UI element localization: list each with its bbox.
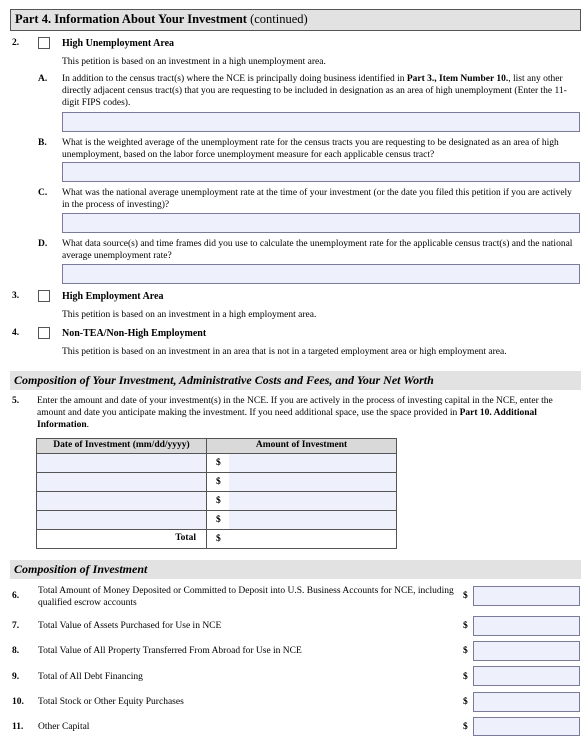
- part-4-header: [10, 9, 581, 31]
- amount-cell: [207, 492, 397, 511]
- q3-number: 3.: [12, 291, 20, 301]
- investment-table: [36, 438, 397, 549]
- item-10-number: 10.: [12, 697, 24, 707]
- amount-input[interactable]: [229, 511, 396, 529]
- q2a-text-bold: Part 3., Item Number 10.: [406, 74, 509, 84]
- table-row: [37, 492, 397, 511]
- amount-cell: [207, 454, 397, 473]
- item-6-number: 6.: [12, 591, 20, 601]
- item-8-dollar: $: [463, 646, 468, 656]
- table-row: [37, 473, 397, 492]
- dollar-sign: $: [216, 515, 221, 525]
- item-8-number: 8.: [12, 646, 20, 656]
- q2c-input[interactable]: [62, 213, 580, 233]
- q2a-text-2: , list any other directly adjacent census tract(s) that you are requesting to be included in designation as an area of high unemployment (Enter the 11-digit FIPS codes).: [62, 74, 567, 108]
- q2c-question: What was the national average unemployment rate at the time of your investment (or the date you filed this petition if you are actively in the process of investing)?: [62, 188, 572, 210]
- item-9-input[interactable]: [473, 666, 580, 686]
- q5-text-2: .: [86, 419, 89, 430]
- item-7-dollar: $: [463, 621, 468, 631]
- q2d-letter: D.: [38, 239, 48, 249]
- q2a-input[interactable]: [62, 112, 580, 132]
- item-8-label: Total Value of All Property Transferred From Abroad for Use in NCE: [38, 646, 302, 656]
- date-input[interactable]: [37, 511, 207, 530]
- q2d-input[interactable]: [62, 264, 580, 284]
- q2-checkbox[interactable]: [38, 37, 50, 49]
- item-6-label: Total Amount of Money Deposited or Committed to Deposit into U.S. Business Accounts for NCE, including qualified escrow accounts: [38, 586, 454, 608]
- q5-text-1: Enter the amount and date of your investment(s) in the NCE. If you are actively in the process of investing capital in the NCE, enter the amount and date you anticipate making the investment. If you need additional space, use the space provided in: [37, 396, 553, 418]
- item-8-input[interactable]: [473, 641, 580, 661]
- q2b-input[interactable]: [62, 162, 580, 182]
- amount-input[interactable]: [229, 492, 396, 510]
- dollar-sign: $: [216, 534, 221, 544]
- q2b-question: What is the weighted average of the unemployment rate for the census tracts you are requesting to be designated as an area of high unemployment, based on the labor force unemployment measure for each applicable census tract?: [62, 138, 559, 160]
- item-10-dollar: $: [463, 697, 468, 707]
- q2-description: This petition is based on an investment in a high unemployment area.: [62, 57, 326, 67]
- q5-question: [37, 396, 579, 432]
- q4-description: This petition is based on an investment in an area that is not in a targeted employment area or high employment area.: [62, 347, 507, 357]
- date-input[interactable]: [37, 473, 207, 492]
- dollar-sign: $: [216, 477, 221, 487]
- item-10-label: Total Stock or Other Equity Purchases: [38, 697, 184, 707]
- item-10-input[interactable]: [473, 692, 580, 712]
- total-cell: [207, 530, 397, 549]
- section-composition-header: Composition of Your Investment, Administrative Costs and Fees, and Your Net Worth: [10, 371, 581, 390]
- amount-cell: [207, 473, 397, 492]
- item-11-dollar: $: [463, 722, 468, 732]
- table-row: [37, 511, 397, 530]
- q2a-letter: A.: [38, 74, 48, 84]
- item-6-dollar: $: [463, 591, 468, 601]
- q2d-question: What data source(s) and time frames did you use to calculate the unemployment rate for the applicable census tract(s) and the national average unemployment rate?: [62, 239, 573, 261]
- q5-text-bold: Part 10. Additional Information: [37, 407, 537, 430]
- item-11-number: 11.: [12, 722, 24, 732]
- section-composition-of-investment-header: Composition of Investment: [10, 560, 581, 579]
- q3-label: High Employment Area: [62, 291, 164, 302]
- part-title-suffix: (continued): [246, 12, 308, 26]
- item-7-input[interactable]: [473, 616, 580, 636]
- q4-number: 4.: [12, 328, 20, 338]
- q3-checkbox[interactable]: [38, 290, 50, 302]
- item-7-label: Total Value of Assets Purchased for Use in NCE: [38, 621, 222, 631]
- investment-table-header: [37, 439, 397, 454]
- amount-input[interactable]: [229, 473, 396, 491]
- q2b-letter: B.: [38, 138, 47, 148]
- q5-number: 5.: [12, 396, 20, 406]
- total-value: [229, 530, 396, 548]
- item-11-input[interactable]: [473, 717, 580, 736]
- item-9-label: Total of All Debt Financing: [38, 672, 143, 682]
- q2a-text-1: In addition to the census tract(s) where the NCE is principally doing business identified in: [62, 74, 407, 84]
- q4-label: Non-TEA/Non-High Employment: [62, 328, 207, 339]
- dollar-sign: $: [216, 458, 221, 468]
- dollar-sign: $: [216, 496, 221, 506]
- amount-cell: [207, 511, 397, 530]
- item-9-number: 9.: [12, 672, 20, 682]
- item-11-label: Other Capital: [38, 722, 90, 732]
- q2a-question: [62, 74, 580, 110]
- q4-checkbox[interactable]: [38, 327, 50, 339]
- q2c-letter: C.: [38, 188, 48, 198]
- item-9-dollar: $: [463, 672, 468, 682]
- table-row: [37, 454, 397, 473]
- date-input[interactable]: [37, 454, 207, 473]
- item-7-number: 7.: [12, 621, 20, 631]
- amount-input[interactable]: [229, 454, 396, 472]
- q2-label: High Unemployment Area: [62, 38, 175, 49]
- table-total-row: [37, 530, 397, 549]
- q3-description: This petition is based on an investment in a high employment area.: [62, 310, 317, 320]
- date-input[interactable]: [37, 492, 207, 511]
- col-date-header: Date of Investment (mm/dd/yyyy): [37, 439, 207, 454]
- total-label: Total: [37, 530, 207, 549]
- item-6-input[interactable]: [473, 586, 580, 606]
- q2-number: 2.: [12, 38, 20, 48]
- part-title: Part 4. Information About Your Investment: [15, 12, 247, 26]
- col-amount-header: Amount of Investment: [207, 439, 397, 454]
